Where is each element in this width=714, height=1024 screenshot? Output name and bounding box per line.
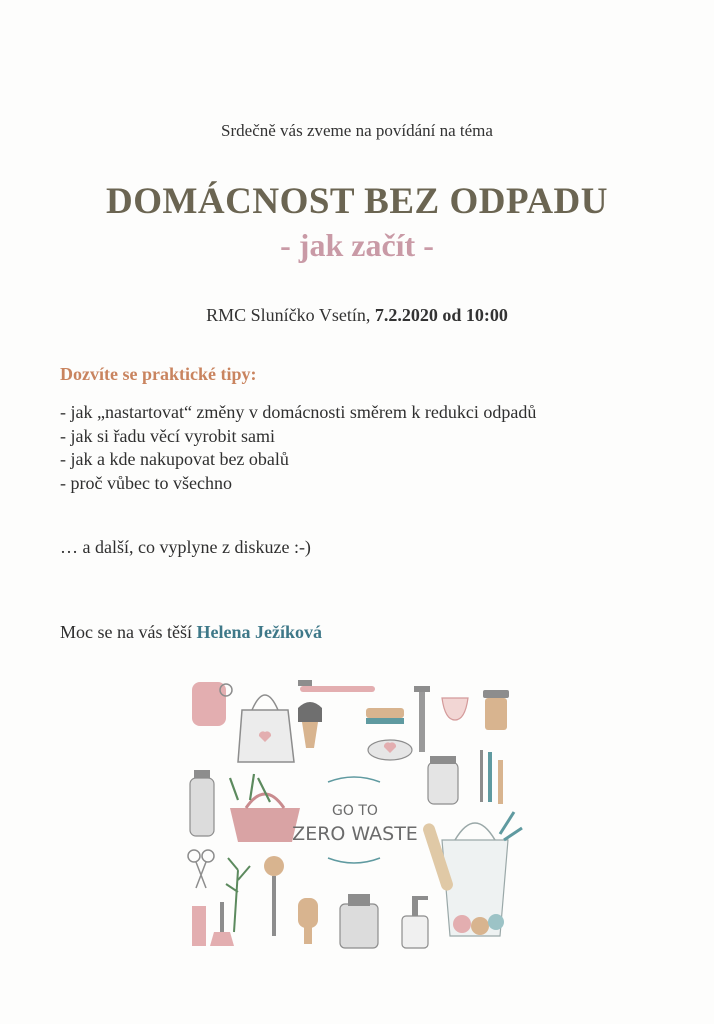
slogan-line2: ZERO WASTE	[292, 823, 418, 845]
organizer-name: Helena Ježíková	[196, 622, 322, 642]
comb-icon	[192, 906, 206, 946]
coffee-cup-icon	[483, 690, 509, 730]
closing-text: Moc se na vás těší	[60, 622, 197, 642]
soap-dispenser-icon	[402, 896, 428, 948]
list-item: - jak „nastartovat“ změny v domácnosti směrem k redukci odpadů	[60, 402, 537, 422]
straws-icon	[480, 750, 503, 804]
jar-icon	[428, 756, 458, 804]
dried-flowers-icon	[226, 858, 250, 932]
invite-line: Srdečně vás zveme na povídání na téma	[221, 121, 493, 140]
safety-razor-icon	[414, 686, 430, 752]
event-subtitle: - jak začít -	[280, 227, 434, 263]
event-title: DOMÁCNOST BEZ ODPADU	[105, 181, 608, 222]
milk-can-icon	[340, 894, 378, 948]
toothbrush-icon	[298, 680, 375, 692]
leaf-garland-icon	[328, 777, 380, 863]
tips-heading: Dozvíte se praktické tipy:	[60, 364, 257, 384]
pouch-icon	[192, 682, 232, 726]
broom-icon	[210, 902, 234, 946]
basket-icon	[230, 774, 300, 842]
list-item: - jak si řadu věcí vyrobit sami	[60, 425, 275, 446]
soap-dish-icon	[368, 740, 412, 760]
hairbrush-icon	[298, 898, 318, 944]
list-item: - jak a kde nakupovat bez obalů	[60, 449, 289, 469]
scissors-icon	[188, 850, 214, 888]
zero-waste-illustration	[180, 670, 530, 950]
closing-line	[60, 622, 322, 643]
venue-line	[0, 305, 714, 326]
dish-brush-icon	[264, 856, 284, 936]
venue-datetime: 7.2.2020 od 10:00	[374, 305, 508, 325]
bottle-icon	[190, 770, 214, 836]
more-line: … a další, co vyplyne z diskuze :-)	[60, 537, 311, 557]
slogan-line1: GO TO	[332, 803, 378, 819]
venue-place: RMC Sluníčko Vsetín,	[206, 305, 375, 325]
net-bag-icon	[421, 812, 522, 936]
scrub-brush-icon	[366, 708, 404, 724]
shaving-brush-icon	[298, 702, 322, 748]
tips-list	[60, 401, 536, 495]
tote-bag-icon	[238, 695, 294, 762]
list-item: - proč vůbec to všechno	[60, 472, 232, 493]
menstrual-cup-icon	[442, 698, 468, 720]
